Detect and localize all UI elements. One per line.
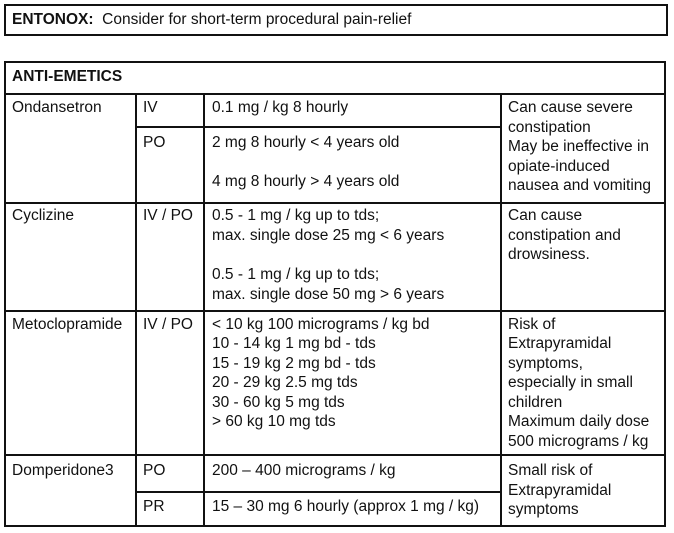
entonox-box [4,4,668,36]
note-line: Small risk of [508,462,593,479]
dose-line: 30 - 60 kg 5 mg tds [212,394,345,411]
domperidone-route-divider [137,491,502,493]
note-line: Maximum daily dose [508,413,650,430]
table-title: ANTI-EMETICS [12,68,123,85]
entonox-description: Consider for short-term procedural pain-relief [102,11,412,28]
anti-emetics-table [4,61,666,527]
note-line: especially in small [508,374,633,391]
route: PR [143,498,165,515]
dose-line: 15 - 19 kg 2 mg bd - tds [212,355,376,372]
dose-line: 15 – 30 mg 6 hourly (approx 1 mg / kg) [212,498,480,515]
note-line: constipation and [508,227,621,244]
dose-line: 0.5 - 1 mg / kg up to tds; [212,207,380,224]
note-line: symptoms, [508,355,583,372]
ondansetron-route-divider [137,126,502,128]
dose-line: 200 – 400 micrograms / kg [212,462,396,479]
note-line: Extrapyramidal [508,335,612,352]
dose-line: < 10 kg 100 micrograms / kg bd [212,316,430,333]
dose-line: 0.1 mg / kg 8 hourly [212,99,349,116]
note-line: constipation [508,119,591,136]
drug-name: Ondansetron [12,99,102,116]
note-line: Can cause [508,207,583,224]
dose-line: 10 - 14 kg 1 mg bd - tds [212,335,376,352]
route: PO [143,134,166,151]
row-divider-3 [6,454,664,456]
route: PO [143,462,166,479]
note-line: drowsiness. [508,246,590,263]
route: IV / PO [143,207,193,224]
dose-line: > 60 kg 10 mg tds [212,413,336,430]
note-line: Can cause severe [508,99,633,116]
dose-line: max. single dose 50 mg > 6 years [212,286,445,303]
dose-line: 2 mg 8 hourly < 4 years old [212,134,400,151]
dose-line: 20 - 29 kg 2.5 mg tds [212,374,358,391]
route: IV / PO [143,316,193,333]
col-divider-1 [135,93,137,525]
drug-name: Metoclopramide [12,316,123,333]
col-divider-3 [500,93,502,525]
note-line: opiate-induced [508,158,610,175]
col-divider-2 [203,93,205,525]
drug-name: Cyclizine [12,207,75,224]
note-line: Extrapyramidal [508,482,612,499]
dose-line: 4 mg 8 hourly > 4 years old [212,173,400,190]
entonox-heading: ENTONOX: [12,11,94,28]
dose-line: 0.5 - 1 mg / kg up to tds; [212,266,380,283]
route: IV [143,99,158,116]
entonox-text [12,10,411,30]
title-divider [6,93,664,95]
note-line: children [508,394,563,411]
drug-name: Domperidone3 [12,462,114,479]
note-line: symptoms [508,501,579,518]
note-line: nausea and vomiting [508,177,652,194]
row-divider-1 [6,202,664,204]
note-line: May be ineffective in [508,138,650,155]
note-line: 500 micrograms / kg [508,433,649,450]
dose-line: max. single dose 25 mg < 6 years [212,227,445,244]
note-line: Risk of [508,316,556,333]
row-divider-2 [6,310,664,312]
